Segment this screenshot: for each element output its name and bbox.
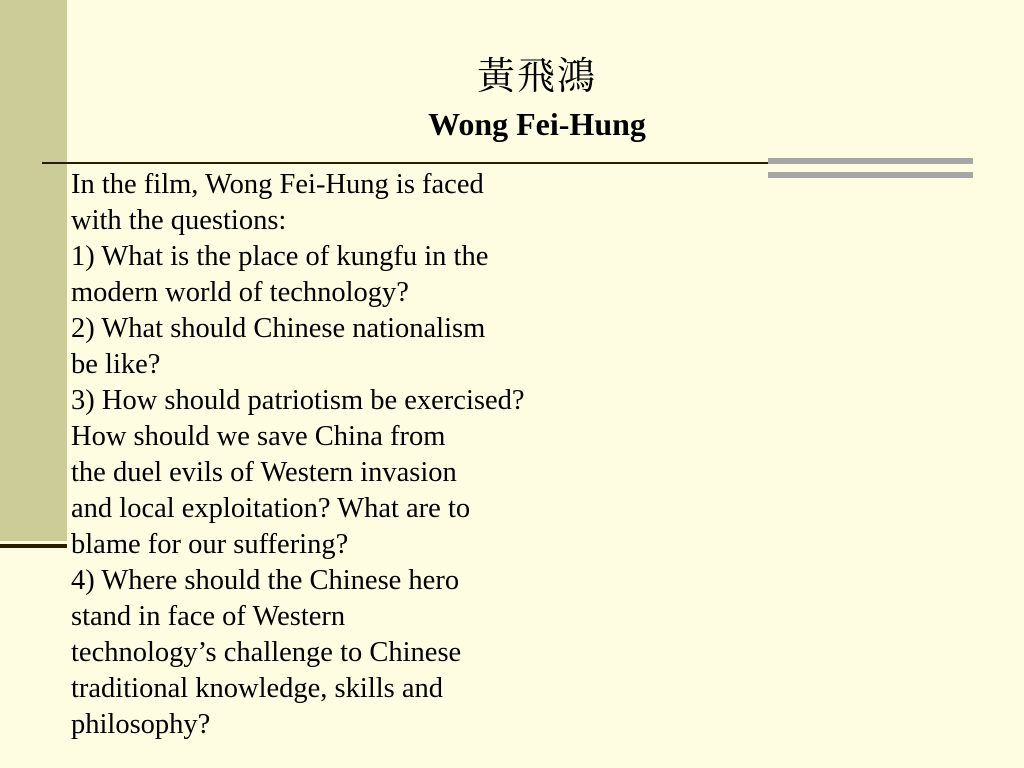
gray-accent-bar-bottom — [768, 172, 973, 178]
question-3-line-3: the duel evils of Western invasion — [71, 457, 457, 488]
left-decorative-bar — [0, 0, 67, 541]
question-2 — [71, 311, 731, 383]
title-chinese: 黃飛鴻 — [476, 54, 597, 98]
question-4-line-5: philosophy? — [71, 709, 211, 740]
question-2-line-2: be like? — [71, 349, 161, 380]
intro-line-1: In the film, Wong Fei-Hung is faced — [71, 169, 484, 200]
intro-line-2: with the questions: — [71, 205, 287, 236]
question-3 — [71, 383, 731, 563]
question-3-line-2: How should we save China from — [71, 421, 446, 452]
question-4-line-4: traditional knowledge, skills and — [71, 673, 444, 704]
question-1-line-1: 1) What is the place of kungfu in the — [71, 241, 489, 272]
question-4-line-1: 4) Where should the Chinese hero — [71, 565, 460, 596]
question-1-line-2: modern world of technology? — [71, 277, 409, 308]
question-3-line-5: blame for our suffering? — [71, 529, 349, 560]
left-accent-line — [0, 544, 67, 548]
intro-paragraph — [71, 167, 731, 239]
question-2-line-1: 2) What should Chinese nationalism — [71, 313, 486, 344]
question-4-line-3: technology’s challenge to Chinese — [71, 637, 462, 668]
gray-accent-bar-top — [768, 158, 973, 164]
question-4 — [71, 563, 731, 743]
question-3-line-4: and local exploitation? What are to — [71, 493, 471, 524]
question-1 — [71, 239, 731, 311]
question-3-line-1: 3) How should patriotism be exercised? — [71, 385, 525, 416]
title-english: Wong Fei-Hung — [428, 106, 646, 142]
slide-title — [67, 48, 1007, 144]
slide-body — [71, 167, 731, 743]
question-4-line-2: stand in face of Western — [71, 601, 346, 632]
